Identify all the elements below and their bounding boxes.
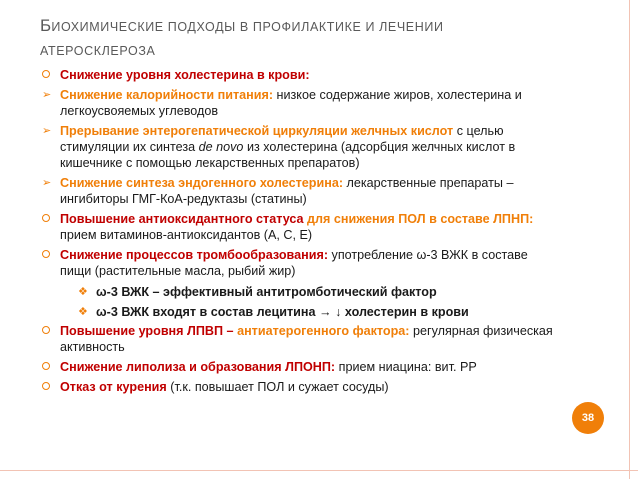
- item-text: Повышение уровня ЛПВП –: [60, 324, 238, 338]
- nested-item-text: ω-3 ВЖК – эффективный антитромботический фактор: [96, 285, 437, 299]
- item-text: из холестерина (адсорбция желчных кислот в кишечнике с помощью лекарственных препаратов): [60, 140, 516, 170]
- item-text: прием ниацина: вит. РР: [335, 360, 477, 374]
- list-item: [42, 123, 562, 171]
- item-text: антиатерогенного фактора:: [237, 324, 410, 338]
- ring-bullet-icon: [42, 247, 56, 263]
- diamond-bullet-icon: ❖: [78, 306, 88, 318]
- item-text: Снижение синтеза эндогенного холестерина:: [60, 176, 344, 190]
- title-line1: ИОХИМИЧЕСКИЕ ПОДХОДЫ: [51, 20, 236, 34]
- slide-title: [40, 14, 600, 63]
- list-item: [42, 359, 562, 375]
- title-line2: АТЕРОСКЛЕРОЗА: [40, 44, 156, 58]
- item-text: Снижение калорийности питания:: [60, 88, 274, 102]
- item-text: Повышение антиоксидантного статуса: [60, 212, 308, 226]
- list-item: [42, 379, 562, 395]
- title-capital: Б: [40, 16, 52, 35]
- title-line1-tail: В ПРОФИЛАКТИКЕ И ЛЕЧЕНИИ: [235, 20, 444, 34]
- bullet-list-continued: [42, 323, 562, 395]
- item-text: для снижения ПОЛ в составе ЛПНП:: [307, 212, 534, 226]
- ring-bullet-icon: [42, 323, 56, 339]
- item-text: (т.к. повышает ПОЛ и сужает сосуды): [166, 380, 389, 394]
- item-text: регулярная физическая активность: [60, 324, 553, 354]
- bullet-list-main: [42, 67, 562, 279]
- item-text: прием витаминов-антиоксидантов (А, С, Е): [60, 228, 313, 242]
- list-item: [42, 211, 562, 243]
- list-item: [42, 87, 562, 119]
- list-item: [42, 323, 562, 355]
- bullet-list-nested: [42, 283, 562, 321]
- list-item: [42, 175, 562, 207]
- ring-bullet-icon: [42, 379, 56, 395]
- nested-list-item: [78, 303, 562, 321]
- item-text: с целью стимуляции их синтеза: [60, 124, 504, 154]
- item-text: Отказ от курения: [60, 380, 167, 394]
- nested-list-item: [78, 283, 562, 301]
- diamond-bullet-icon: ❖: [78, 286, 88, 298]
- list-item: [42, 247, 562, 279]
- list-item: [42, 67, 562, 83]
- arrow-bullet-icon: ➢: [42, 89, 52, 101]
- ring-bullet-icon: [42, 211, 56, 227]
- item-text: Снижение процессов тромбообразования:: [60, 248, 329, 262]
- arrow-bullet-icon: ➢: [42, 125, 52, 137]
- ring-bullet-icon: [42, 359, 56, 375]
- ring-bullet-icon: [42, 67, 56, 83]
- item-text: употребление ω-3 ВЖК в составе пищи (растительные масла, рыбий жир): [60, 248, 528, 278]
- page-number-badge: 38: [572, 402, 604, 434]
- item-text: de novo: [198, 140, 244, 154]
- item-text: Снижение уровня холестерина в крови:: [60, 68, 310, 82]
- item-text: лекарственные препараты – ингибиторы ГМГ-КоА-редуктазы (статины): [60, 176, 514, 206]
- item-text: Снижение липолиза и образования ЛПОНП:: [60, 360, 336, 374]
- frame-line-right: [629, 0, 630, 479]
- item-text: низкое содержание жиров, холестерина и легкоусвояемых углеводов: [60, 88, 522, 118]
- item-text: Прерывание энтерогепатической циркуляции желчных кислот: [60, 124, 454, 138]
- frame-line-bottom: [0, 470, 638, 471]
- slide-body: [42, 67, 562, 399]
- nested-item-text: ω-3 ВЖК входят в состав лецитина → ↓ холестерин в крови: [96, 305, 469, 319]
- arrow-bullet-icon: ➢: [42, 177, 52, 189]
